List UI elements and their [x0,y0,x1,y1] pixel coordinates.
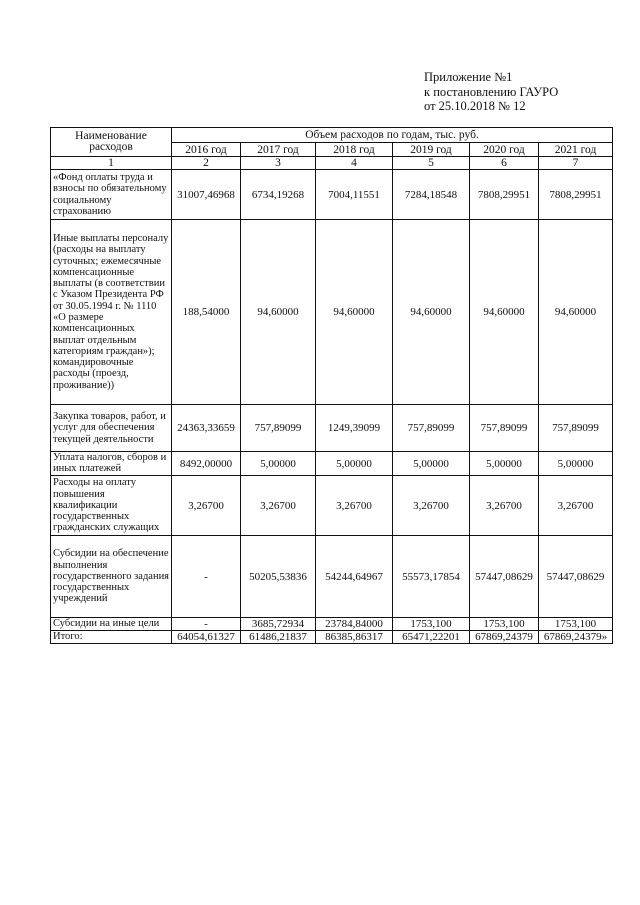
cell-value: 1753,100 [470,618,539,631]
cell-value: 94,60000 [393,220,470,405]
cell-value: 50205,53836 [241,536,316,618]
column-number: 5 [393,157,470,170]
cell-value: 3,26700 [393,476,470,536]
cell-value: 94,60000 [470,220,539,405]
cell-value: 54244,64967 [316,536,393,618]
cell-value: 1753,100 [539,618,613,631]
resolution-reference: к постановлению ГАУРО [424,84,559,99]
cell-value: 5,00000 [393,452,470,476]
cell-value: 3,26700 [172,476,241,536]
cell-value: - [172,536,241,618]
row-name: Закупка товаров, работ, и услуг для обеспечения текущей деятельности [51,405,172,452]
column-number: 7 [539,157,613,170]
document-header [424,70,558,114]
cell-value: 3,26700 [539,476,613,536]
year-header: 2020 год [470,143,539,157]
column-number: 6 [470,157,539,170]
table-row [51,536,613,618]
cell-value: 5,00000 [316,452,393,476]
cell-value: 757,89099 [470,405,539,452]
cell-value: 188,54000 [172,220,241,405]
row-name: Субсидии на иные цели [51,618,172,631]
table-row [51,220,613,405]
table-row [51,170,613,220]
row-name: Иные выплаты персоналу (расходы на выплату суточных; ежемесячные компенсационные выплаты (в соответствии с Указом Президента РФ от 30.05.1994 г. № 1110 «О размере компенсационных выплат отдельным категориям граждан»); командировочные расходы (проезд, проживание)) [51,220,172,405]
row-name: Уплата налогов, сборов и иных платежей [51,452,172,476]
year-header: 2021 год [539,143,613,157]
cell-value: 61486,21837 [241,631,316,644]
cell-value: 5,00000 [241,452,316,476]
year-header: 2019 год [393,143,470,157]
cell-value: 8492,00000 [172,452,241,476]
cell-value: 57447,08629 [539,536,613,618]
appendix-label: Приложение №1 [424,70,513,84]
expense-table [50,127,613,644]
table-row [51,405,613,452]
year-header: 2016 год [172,143,241,157]
cell-value: 24363,33659 [172,405,241,452]
total-row [51,631,613,644]
cell-value: 757,89099 [393,405,470,452]
cell-value: 55573,17854 [393,536,470,618]
cell-value: 94,60000 [316,220,393,405]
cell-value: 67869,24379» [539,631,613,644]
cell-value: 3,26700 [316,476,393,536]
year-header: 2018 год [316,143,393,157]
column-group-header: Объем расходов по годам, тыс. руб. [172,128,613,143]
cell-value: 3,26700 [241,476,316,536]
cell-value: 94,60000 [539,220,613,405]
table-row [51,618,613,631]
column-number: 1 [51,157,172,170]
cell-value: 757,89099 [241,405,316,452]
cell-value: 94,60000 [241,220,316,405]
cell-value: 5,00000 [539,452,613,476]
cell-value: 23784,84000 [316,618,393,631]
row-name: Итого: [51,631,172,644]
cell-value: 3,26700 [470,476,539,536]
column-header-name: Наименование расходов [51,128,172,157]
table-row [51,452,613,476]
cell-value: 31007,46968 [172,170,241,220]
cell-value: 67869,24379 [470,631,539,644]
column-number: 2 [172,157,241,170]
cell-value: 57447,08629 [470,536,539,618]
cell-value: - [172,618,241,631]
cell-value: 757,89099 [539,405,613,452]
cell-value: 65471,22201 [393,631,470,644]
row-name: Субсидии на обеспечение выполнения государственного задания государственных учреждений [51,536,172,618]
cell-value: 86385,86317 [316,631,393,644]
cell-value: 1249,39099 [316,405,393,452]
cell-value: 7808,29951 [539,170,613,220]
column-number: 3 [241,157,316,170]
cell-value: 7004,11551 [316,170,393,220]
resolution-date: от 25.10.2018 № 12 [424,99,526,113]
cell-value: 5,00000 [470,452,539,476]
row-name: Расходы на оплату повышения квалификации государственных гражданских служащих [51,476,172,536]
cell-value: 1753,100 [393,618,470,631]
cell-value: 64054,61327 [172,631,241,644]
cell-value: 6734,19268 [241,170,316,220]
cell-value: 7284,18548 [393,170,470,220]
cell-value: 3685,72934 [241,618,316,631]
table-row [51,476,613,536]
column-number: 4 [316,157,393,170]
year-header: 2017 год [241,143,316,157]
cell-value: 7808,29951 [470,170,539,220]
row-name: «Фонд оплаты труда и взносы по обязательному социальному страхованию [51,170,172,220]
